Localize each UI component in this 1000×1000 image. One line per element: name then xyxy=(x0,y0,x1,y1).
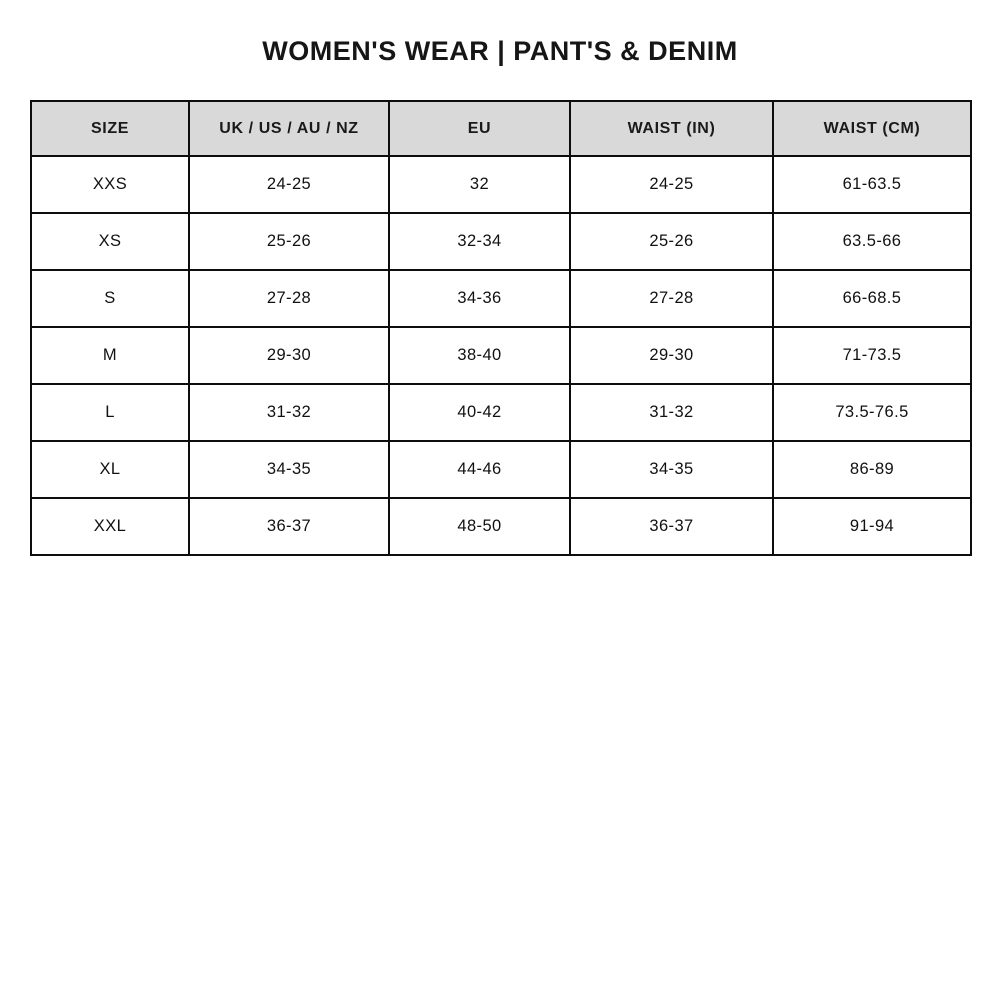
cell-waist-cm: 71-73.5 xyxy=(773,327,971,384)
table-row-xs xyxy=(31,213,971,270)
column-header-waist-cm: WAIST (CM) xyxy=(773,101,971,156)
cell-eu: 32-34 xyxy=(389,213,570,270)
cell-uk: 34-35 xyxy=(189,441,389,498)
cell-size: L xyxy=(31,384,189,441)
table-body xyxy=(31,156,971,555)
cell-waist-cm: 86-89 xyxy=(773,441,971,498)
table-row-xxs xyxy=(31,156,971,213)
column-header-uk-us-au-nz: UK / US / AU / NZ xyxy=(189,101,389,156)
cell-waist-in: 34-35 xyxy=(570,441,773,498)
cell-waist-cm: 91-94 xyxy=(773,498,971,555)
cell-waist-in: 25-26 xyxy=(570,213,773,270)
cell-uk: 31-32 xyxy=(189,384,389,441)
cell-waist-in: 29-30 xyxy=(570,327,773,384)
table-row-xl xyxy=(31,441,971,498)
cell-uk: 24-25 xyxy=(189,156,389,213)
cell-waist-cm: 73.5-76.5 xyxy=(773,384,971,441)
table-header xyxy=(31,101,971,156)
page-title: WOMEN'S WEAR | PANT'S & DENIM xyxy=(262,36,738,66)
cell-size: M xyxy=(31,327,189,384)
column-header-size: SIZE xyxy=(31,101,189,156)
cell-eu: 34-36 xyxy=(389,270,570,327)
cell-uk: 25-26 xyxy=(189,213,389,270)
cell-eu: 48-50 xyxy=(389,498,570,555)
cell-waist-in: 36-37 xyxy=(570,498,773,555)
cell-size: XS xyxy=(31,213,189,270)
cell-eu: 44-46 xyxy=(389,441,570,498)
cell-waist-in: 31-32 xyxy=(570,384,773,441)
cell-eu: 32 xyxy=(389,156,570,213)
cell-uk: 36-37 xyxy=(189,498,389,555)
cell-uk: 27-28 xyxy=(189,270,389,327)
table-row-s xyxy=(31,270,971,327)
cell-waist-cm: 61-63.5 xyxy=(773,156,971,213)
size-chart-table xyxy=(30,100,972,556)
cell-uk: 29-30 xyxy=(189,327,389,384)
table-row-xxl xyxy=(31,498,971,555)
cell-waist-cm: 63.5-66 xyxy=(773,213,971,270)
cell-size: S xyxy=(31,270,189,327)
cell-eu: 40-42 xyxy=(389,384,570,441)
column-header-eu: EU xyxy=(389,101,570,156)
header-row xyxy=(31,101,971,156)
cell-size: XXS xyxy=(31,156,189,213)
cell-size: XL xyxy=(31,441,189,498)
column-header-waist-in: WAIST (IN) xyxy=(570,101,773,156)
table-row-l xyxy=(31,384,971,441)
cell-waist-in: 24-25 xyxy=(570,156,773,213)
table-row-m xyxy=(31,327,971,384)
cell-waist-cm: 66-68.5 xyxy=(773,270,971,327)
cell-waist-in: 27-28 xyxy=(570,270,773,327)
cell-eu: 38-40 xyxy=(389,327,570,384)
cell-size: XXL xyxy=(31,498,189,555)
